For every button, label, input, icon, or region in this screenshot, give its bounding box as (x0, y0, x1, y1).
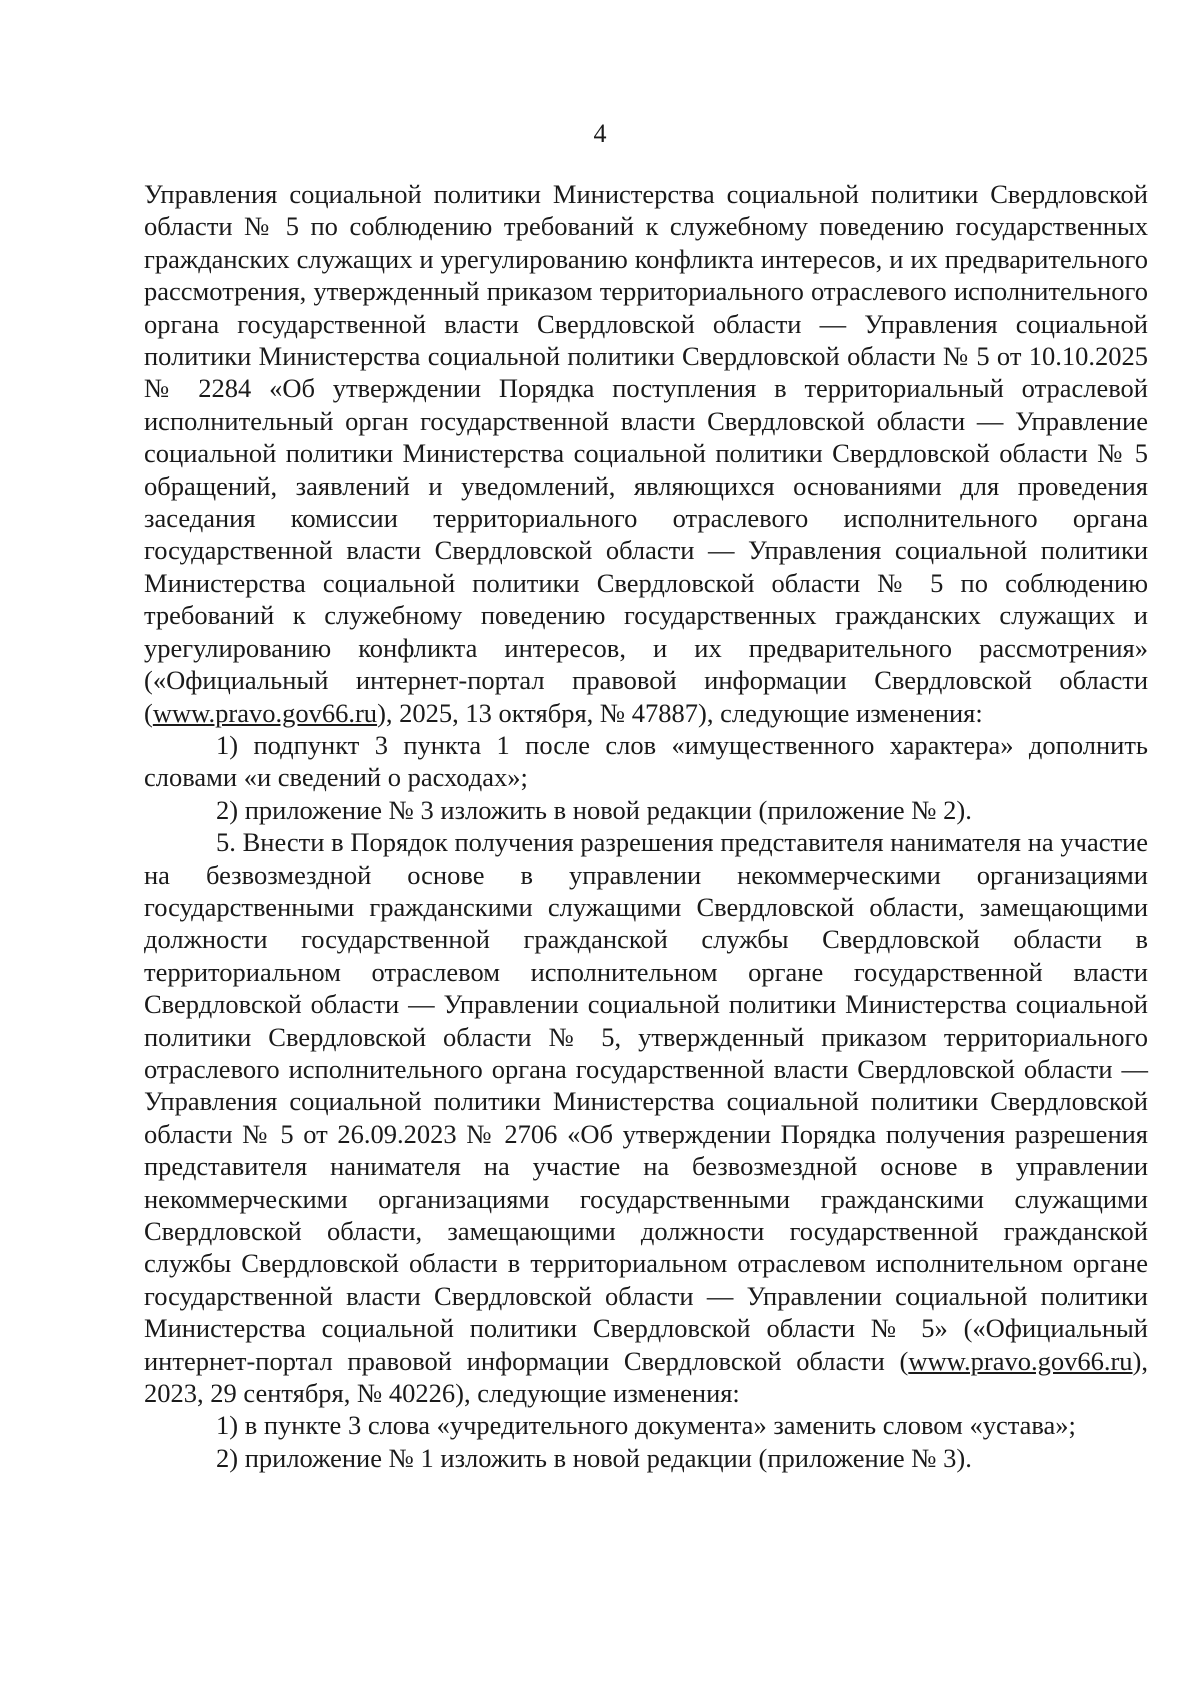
paragraph-text: 5. Внести в Порядок получения разрешения представителя нанимателя на участие на безвозмездной основе в управлении некоммерческими организациями государственными гражданскими служащими Свердловской области, замещающими должности государственной гражданской службы Свердловской области в территориальном отраслевом исполнительном органе государственной власти Свердловской области — Управлении социальной политики Министерства социальной политики Свердловской области № 5, утвержденный приказом территориального отраслевого исполнительного органа государственной власти Свердловской области — Управления социальной политики Министерства социальной политики Свердловской области № 5 от 26.09.2023 № 2706 «Об утверждении Порядка получения разрешения представителя нанимателя на участие на безвозмездной основе в управлении некоммерческими организациями государственными гражданскими служащими Свердловской области, замещающими должности государственной гражданской службы Свердловской области в территориальном отраслевом исполнительном органе государственной власти Свердловской области — Управлении социальной политики Министерства социальной политики Свердловской области № 5» («Официальный интернет-портал правовой информации Свердловской области ( (144, 827, 1148, 1376)
page-number: 4 (593, 119, 607, 148)
list-item-5-2: 2) приложение № 1 изложить в новой редакции (приложение № 3). (216, 1442, 972, 1473)
paragraph-text: ), 2023, 29 сентября, № 40226), следующие изменения: (144, 1345, 1148, 1409)
pravo-link[interactable]: www.pravo.gov66.ru (152, 697, 378, 728)
list-item-2: 2) приложение № 3 изложить в новой редакции (приложение № 2). (216, 794, 972, 825)
paragraph-continuation (144, 178, 1148, 729)
paragraph-text: Управления социальной политики Министерства социальной политики Свердловской области № 5 по соблюдению требований к служебному поведению государственных гражданских служащих и урегулированию конфликта интересов, и их предварительного рассмотрения, утвержденный приказом территориального отраслевого исполнительного органа государственной власти Свердловской области — Управления социальной политики Министерства социальной политики Свердловской области № 5 от 10.10.2025 № 2284 «Об утверждении Порядка поступления в территориальный отраслевой исполнительный орган государственной власти Свердловской области — Управление социальной политики Министерства социальной политики Свердловской области № 5 обращений, заявлений и уведомлений, являющихся основаниями для проведения заседания комиссии территориального отраслевого исполнительного органа государственной власти Свердловской области — Управления социальной политики Министерства социальной политики Свердловской области № 5 по соблюдению требований к служебному поведению государственных гражданских служащих и урегулированию конфликта интересов, и их предварительного рассмотрения» («Официальный интернет-портал правовой информации Свердловской области ( (144, 179, 1148, 728)
list-item-5-1: 1) в пункте 3 слова «учредительного документа» заменить словом «устава»; (216, 1410, 1076, 1441)
document-body (144, 178, 1148, 1474)
paragraph-5 (144, 826, 1148, 1409)
paragraph-text: ), 2025, 13 октября, № 47887), следующие изменения: (377, 697, 983, 728)
list-item-1: 1) подпункт 3 пункта 1 после слов «имущественного характера» дополнить словами «и сведений о расходах»; (144, 729, 1148, 793)
pravo-link[interactable]: www.pravo.gov66.ru (908, 1345, 1133, 1376)
